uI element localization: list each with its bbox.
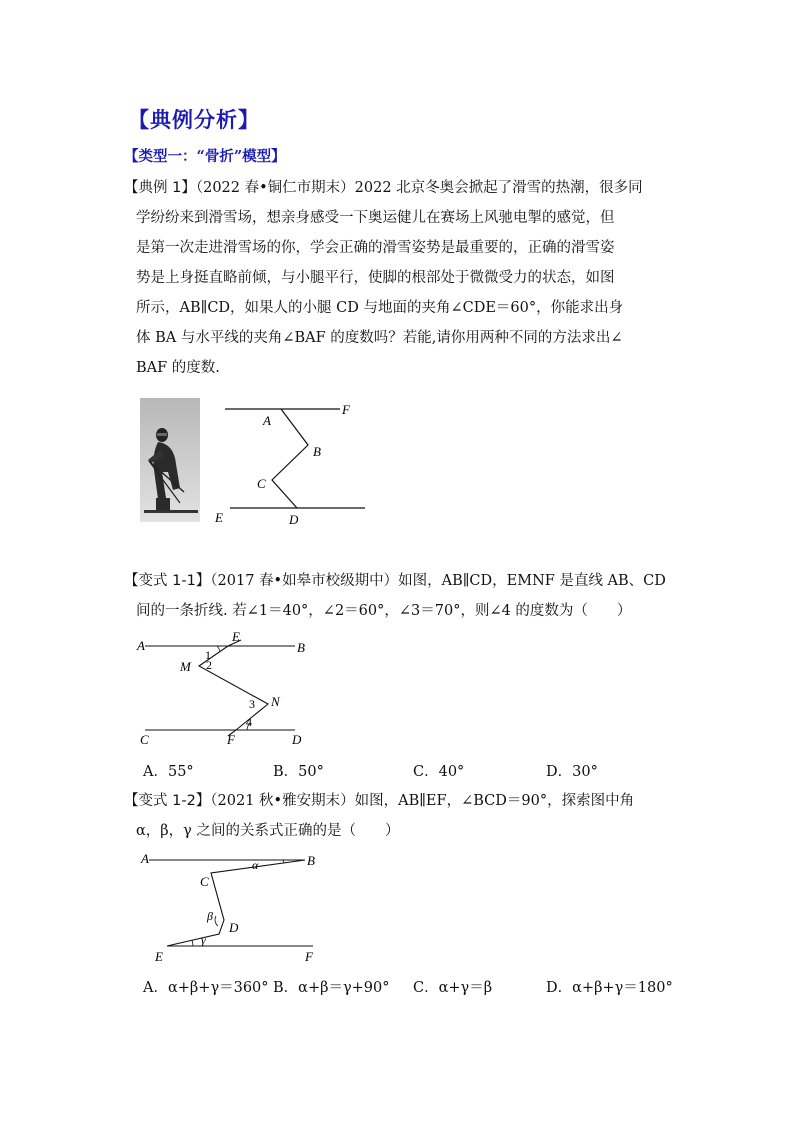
option-b[interactable]: B．50°: [273, 764, 324, 780]
label-c: C: [257, 476, 266, 491]
variant-1-1-line: （2017 春•如皋市校级期中）如图，AB∥CD，EMNF 是直线 AB、CD: [210, 573, 666, 589]
label-b: B: [313, 444, 321, 459]
label-c: C: [140, 732, 149, 747]
label-d: D: [292, 732, 302, 747]
variant-1-2-text: [124, 786, 694, 846]
figure-1: [205, 400, 375, 530]
label-n: N: [271, 694, 280, 709]
option-d[interactable]: D．α+β+γ＝180°: [546, 980, 673, 996]
angle-2-label: 2: [206, 658, 212, 672]
label-e: E: [215, 510, 223, 525]
example-1-line: 势是上身挺直略前倾，与小腿平行，使脚的根部处于微微受力的状态，如图: [136, 270, 615, 286]
gamma-label: γ: [201, 933, 206, 947]
example-1-line: 是第一次走进滑雪场的你，学会正确的滑雪姿势是最重要的，正确的滑雪姿: [136, 240, 615, 256]
label-a: A: [141, 851, 149, 866]
label-d: D: [289, 512, 299, 527]
figure-variant-1-2: [135, 848, 335, 968]
variant-1-1-label: 【变式 1-1】: [124, 573, 211, 589]
example-1-line: （2022 春•铜仁市期末）2022 北京冬奥会掀起了滑雪的热潮，很多同: [195, 180, 643, 196]
variant-1-2-line: α，β，γ 之间的关系式正确的是（ ）: [136, 823, 400, 839]
angle-3-label: 3: [249, 697, 255, 711]
section-title: 【典例分析】: [128, 107, 260, 132]
option-a[interactable]: A．55°: [143, 764, 194, 780]
example-1-label: 【典例 1】: [124, 180, 196, 196]
label-f: F: [305, 949, 313, 964]
example-1-line: BAF 的度数.: [136, 360, 220, 376]
angle-1-label: 1: [205, 648, 211, 662]
angle-4-label: 4: [246, 715, 252, 729]
variant-1-1-text: [124, 566, 694, 626]
label-c: C: [200, 874, 209, 889]
label-a: A: [137, 638, 145, 653]
label-a: A: [263, 413, 271, 428]
label-f: F: [342, 402, 350, 417]
option-b[interactable]: B．α+β＝γ+90°: [273, 980, 390, 996]
label-e: E: [232, 629, 240, 644]
alpha-label: α: [252, 858, 259, 872]
polyline-abcd: [272, 409, 308, 508]
example-1-text: [124, 173, 684, 383]
skier-photo: [140, 398, 200, 522]
option-c[interactable]: C．α+γ＝β: [413, 980, 493, 996]
label-b: B: [307, 853, 315, 868]
option-d[interactable]: D．30°: [546, 764, 598, 780]
label-b: B: [297, 640, 305, 655]
example-1-line: 所示，AB∥CD，如果人的小腿 CD 与地面的夹角∠CDE＝60°，你能求出身: [136, 300, 624, 316]
variant-1-1-line: 间的一条折线. 若∠1＝40°，∠2＝60°，∠3＝70°，则∠4 的度数为（ ）: [136, 603, 632, 619]
option-c[interactable]: C．40°: [413, 764, 465, 780]
label-f: F: [227, 732, 235, 747]
option-a[interactable]: A．α+β+γ＝360°: [143, 980, 269, 996]
variant-1-2-line: （2021 秋•雅安期末）如图，AB∥EF，∠BCD＝90°，探索图中角: [210, 793, 635, 809]
label-m: M: [180, 659, 191, 674]
example-1-line: 体 BA 与水平线的夹角∠BAF 的度数吗？若能,请你用两种不同的方法求出∠: [136, 330, 623, 346]
beta-label: β: [207, 909, 213, 923]
example-1-line: 学纷纷来到滑雪场，想亲身感受一下奥运健儿在赛场上风驰电掣的感觉，但: [136, 210, 615, 226]
type-title: 【类型一：“骨折”模型】: [124, 148, 286, 165]
label-d: D: [229, 920, 239, 935]
variant-1-2-label: 【变式 1-2】: [124, 793, 211, 809]
figure-variant-1-1: [135, 628, 325, 748]
label-e: E: [155, 949, 163, 964]
